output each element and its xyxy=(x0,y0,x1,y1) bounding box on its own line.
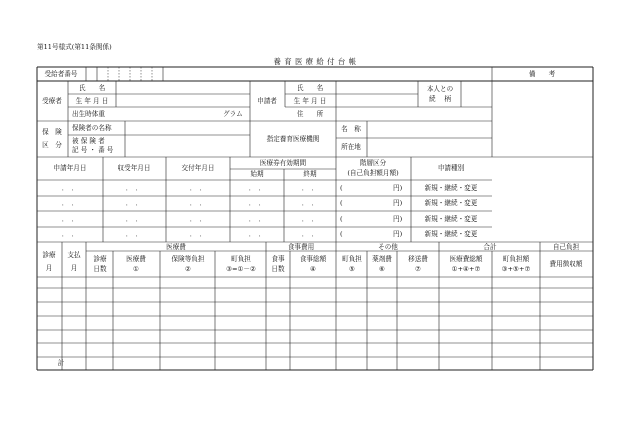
payment-month-header-2: 月 xyxy=(70,264,78,272)
fee-collection-header: 費用徴収額 xyxy=(549,260,583,268)
validity-header: 医療券有効期間 xyxy=(259,159,307,167)
recipient-dob-label: 生 年 月 日 xyxy=(75,97,109,105)
meal-days-header-2: 日数 xyxy=(271,265,285,273)
amount-open-paren: ( xyxy=(340,199,343,207)
tier-header: 階層区分 xyxy=(359,159,387,167)
town-burden-header: 町負担 xyxy=(231,255,251,263)
validity-end-header: 終期 xyxy=(303,170,317,178)
validity-start-cell: ． ． xyxy=(248,199,266,207)
application-type-cell: 新規・継続・変更 xyxy=(424,215,478,223)
amount-unit: 円) xyxy=(393,230,403,238)
medical-institution-label: 指定養育医療機関 xyxy=(266,135,320,143)
remarks-label: 備 考 xyxy=(528,70,556,78)
amount-open-paren: ( xyxy=(340,184,343,192)
form-number: 第11号様式(第11条関係) xyxy=(37,43,112,51)
amount-open-paren: ( xyxy=(340,215,343,223)
application-type-cell: 新規・継続・変更 xyxy=(424,230,478,238)
application-type-cell: 新規・継続・変更 xyxy=(424,199,478,207)
insurance-burden-number: ② xyxy=(185,265,191,273)
issue-date-cell: ． ． xyxy=(189,199,207,207)
medical-cost-number: ① xyxy=(133,265,139,273)
applicant-name-label: 氏 名 xyxy=(296,84,324,92)
amount-unit: 円) xyxy=(393,199,403,207)
validity-start-cell: ． ． xyxy=(248,215,266,223)
applicant-section-label: 申請者 xyxy=(257,97,277,105)
meal-total-number: ④ xyxy=(310,265,316,273)
treatment-month-header-2: 月 xyxy=(45,264,53,272)
meal-town-burden-number: ⑤ xyxy=(349,265,355,273)
total-medical-formula: ①+④+⑦ xyxy=(451,265,481,273)
birth-weight-label: 出生時体重 xyxy=(72,110,105,118)
insurance-section-label: 保 険 xyxy=(42,128,62,136)
insurance-burden-header: 保険等負担 xyxy=(171,255,205,263)
recipient-section-label: 受療者 xyxy=(42,97,62,105)
recipient-name-label: 氏 名 xyxy=(78,84,106,92)
applicant-address-label: 住 所 xyxy=(296,110,324,118)
meal-total-header: 食事総額 xyxy=(299,255,327,263)
validity-start-cell: ． ． xyxy=(248,184,266,192)
apply-date-header: 申請年月日 xyxy=(53,164,87,172)
receipt-date-cell: ． ． xyxy=(125,215,143,223)
medical-group-header: 医療費 xyxy=(166,243,186,251)
total-town-formula: ③+⑤+⑦ xyxy=(501,265,531,273)
amount-open-paren: ( xyxy=(340,230,343,238)
application-type-cell: 新規・継続・変更 xyxy=(424,184,478,192)
apply-date-cell: ． ． xyxy=(61,215,79,223)
total-group-header: 合計 xyxy=(483,243,497,251)
relation-label: 本人との xyxy=(426,85,454,93)
issue-date-cell: ． ． xyxy=(189,215,207,223)
payment-month-header: 支払 xyxy=(67,251,81,259)
validity-end-cell: ． ． xyxy=(301,215,319,223)
meal-days-header: 食事 xyxy=(271,255,285,263)
amount-unit: 円) xyxy=(393,215,403,223)
validity-end-cell: ． ． xyxy=(301,184,319,192)
receipt-date-cell: ． ． xyxy=(125,230,143,238)
validity-start-header: 始期 xyxy=(250,170,264,178)
tier-subheader: (自己負担額月額) xyxy=(347,169,399,177)
treatment-days-header: 診療 xyxy=(93,255,107,263)
issue-date-header: 交付年月日 xyxy=(181,164,215,172)
receipt-date-header: 収受年月日 xyxy=(117,164,151,172)
institution-location-label: 所在地 xyxy=(341,143,361,151)
insurer-name-label: 保険者の名称 xyxy=(72,124,112,132)
application-type-header: 申請種別 xyxy=(437,164,465,172)
treatment-days-header-2: 日数 xyxy=(93,265,107,273)
validity-end-cell: ． ． xyxy=(301,199,319,207)
amount-unit: 円) xyxy=(393,184,403,192)
insured-label: 被 保 険 者 xyxy=(72,137,105,145)
treatment-month-header: 診療 xyxy=(42,251,56,259)
medical-cost-header: 医療費 xyxy=(126,255,146,263)
drug-cost-number: ⑥ xyxy=(379,265,385,273)
page-title: 養 育 医 療 給 付 台 帳 xyxy=(273,57,357,66)
symbol-number-label: 記 号 ・ 番 号 xyxy=(72,146,114,154)
applicant-dob-label: 生 年 月 日 xyxy=(293,97,327,105)
issue-date-cell: ． ． xyxy=(189,184,207,192)
town-burden-formula: ③=①－② xyxy=(226,265,256,273)
recipient-number-label: 受給者番号 xyxy=(44,70,78,78)
relation-label-2: 続 柄 xyxy=(429,95,451,103)
transport-cost-number: ⑦ xyxy=(415,265,421,273)
self-burden-group-header: 自己負担 xyxy=(552,243,580,251)
apply-date-cell: ． ． xyxy=(61,184,79,192)
apply-date-cell: ． ． xyxy=(61,199,79,207)
insurance-section-label-2: 区 分 xyxy=(42,141,62,149)
receipt-date-cell: ． ． xyxy=(125,199,143,207)
validity-start-cell: ． ． xyxy=(248,230,266,238)
drug-cost-header: 薬剤費 xyxy=(372,255,392,263)
apply-date-cell: ． ． xyxy=(61,230,79,238)
meal-group-header: 食事費用 xyxy=(287,243,315,251)
receipt-date-cell: ． ． xyxy=(125,184,143,192)
issue-date-cell: ． ． xyxy=(189,230,207,238)
gram-unit: グラム xyxy=(223,110,243,118)
transport-cost-header: 移送費 xyxy=(408,255,428,263)
institution-name-label: 名 称 xyxy=(341,125,361,133)
total-town-header: 町負担額 xyxy=(502,255,530,263)
total-medical-header: 医療費総額 xyxy=(449,255,483,263)
validity-end-cell: ． ． xyxy=(301,230,319,238)
sum-row-label: 計 xyxy=(57,359,65,367)
meal-town-burden-header: 町負担 xyxy=(342,255,362,263)
other-group-header: その他 xyxy=(378,243,398,251)
